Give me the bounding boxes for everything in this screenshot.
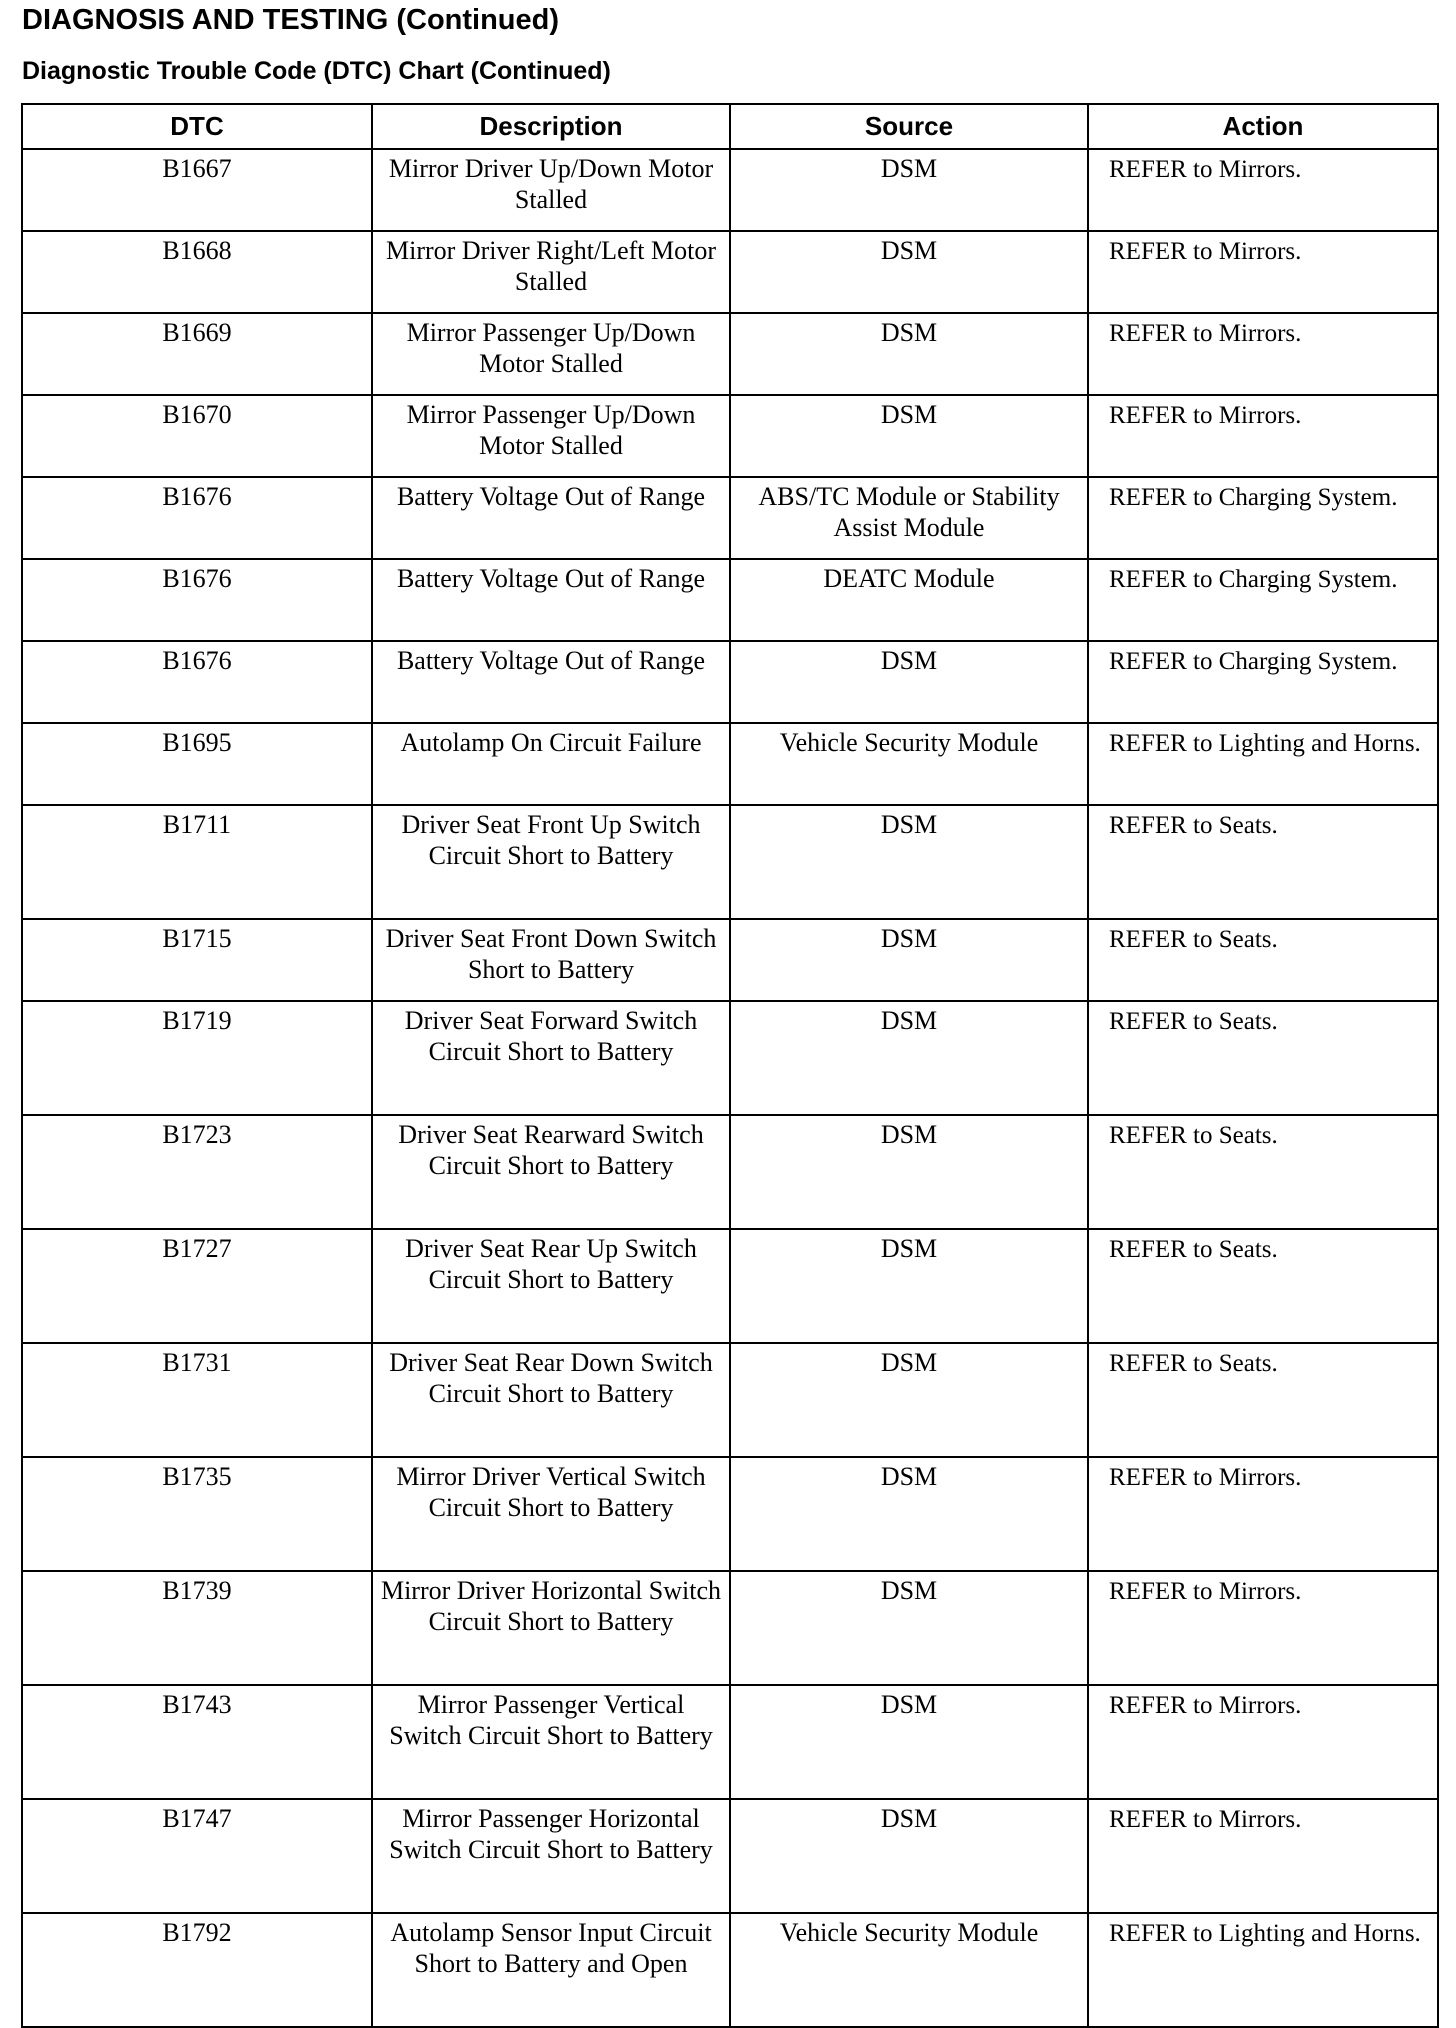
- dtc-source: DSM: [730, 1685, 1088, 1799]
- dtc-source: ABS/TC Module or Stability Assist Module: [730, 477, 1088, 559]
- chart-title: Diagnostic Trouble Code (DTC) Chart (Continued): [22, 57, 611, 85]
- dtc-action: REFER to Charging System.: [1088, 477, 1438, 559]
- dtc-action: REFER to Seats.: [1088, 919, 1438, 1001]
- dtc-action: REFER to Mirrors.: [1088, 149, 1438, 231]
- dtc-source: DSM: [730, 641, 1088, 723]
- dtc-source: DSM: [730, 149, 1088, 231]
- dtc-action: REFER to Mirrors.: [1088, 395, 1438, 477]
- dtc-code: B1731: [22, 1343, 372, 1457]
- dtc-source: DSM: [730, 1343, 1088, 1457]
- dtc-code: B1670: [22, 395, 372, 477]
- dtc-source: DSM: [730, 919, 1088, 1001]
- dtc-description: Mirror Passenger Vertical Switch Circuit Short to Battery: [372, 1685, 730, 1799]
- dtc-action: REFER to Mirrors.: [1088, 1685, 1438, 1799]
- dtc-source: DSM: [730, 805, 1088, 919]
- table-row: [22, 1913, 1438, 2027]
- dtc-action: REFER to Charging System.: [1088, 559, 1438, 641]
- column-header-dtc: DTC: [22, 104, 372, 149]
- dtc-source: DSM: [730, 1457, 1088, 1571]
- dtc-description: Mirror Driver Vertical Switch Circuit Short to Battery: [372, 1457, 730, 1571]
- table-row: [22, 1571, 1438, 1685]
- table-row: [22, 559, 1438, 641]
- dtc-description: Driver Seat Front Down Switch Short to Battery: [372, 919, 730, 1001]
- dtc-source: Vehicle Security Module: [730, 723, 1088, 805]
- dtc-source: DSM: [730, 1115, 1088, 1229]
- dtc-code: B1711: [22, 805, 372, 919]
- dtc-description: Driver Seat Front Up Switch Circuit Short to Battery: [372, 805, 730, 919]
- column-header-description: Description: [372, 104, 730, 149]
- dtc-code: B1669: [22, 313, 372, 395]
- dtc-code: B1676: [22, 559, 372, 641]
- dtc-code: B1719: [22, 1001, 372, 1115]
- dtc-action: REFER to Lighting and Horns.: [1088, 723, 1438, 805]
- dtc-code: B1715: [22, 919, 372, 1001]
- dtc-code: B1723: [22, 1115, 372, 1229]
- dtc-action: REFER to Mirrors.: [1088, 1457, 1438, 1571]
- dtc-description: Mirror Driver Horizontal Switch Circuit Short to Battery: [372, 1571, 730, 1685]
- dtc-description: Driver Seat Rearward Switch Circuit Short to Battery: [372, 1115, 730, 1229]
- table-row: [22, 805, 1438, 919]
- column-header-action: Action: [1088, 104, 1438, 149]
- dtc-description: Driver Seat Rear Up Switch Circuit Short to Battery: [372, 1229, 730, 1343]
- dtc-chart-table: [21, 103, 1439, 2028]
- dtc-code: B1676: [22, 641, 372, 723]
- dtc-description: Battery Voltage Out of Range: [372, 559, 730, 641]
- table-row: [22, 149, 1438, 231]
- dtc-description: Autolamp Sensor Input Circuit Short to Battery and Open: [372, 1913, 730, 2027]
- dtc-action: REFER to Seats.: [1088, 805, 1438, 919]
- dtc-source: DSM: [730, 1571, 1088, 1685]
- dtc-action: REFER to Mirrors.: [1088, 313, 1438, 395]
- table-row: [22, 1343, 1438, 1457]
- table-row: [22, 919, 1438, 1001]
- dtc-source: DEATC Module: [730, 559, 1088, 641]
- dtc-source: DSM: [730, 1799, 1088, 1913]
- table-header-row: [22, 104, 1438, 149]
- dtc-action: REFER to Mirrors.: [1088, 231, 1438, 313]
- dtc-action: REFER to Mirrors.: [1088, 1799, 1438, 1913]
- table-row: [22, 723, 1438, 805]
- dtc-description: Mirror Passenger Up/Down Motor Stalled: [372, 395, 730, 477]
- table-row: [22, 1229, 1438, 1343]
- dtc-code: B1727: [22, 1229, 372, 1343]
- dtc-description: Driver Seat Forward Switch Circuit Short to Battery: [372, 1001, 730, 1115]
- section-title: DIAGNOSIS AND TESTING (Continued): [22, 4, 560, 36]
- dtc-description: Mirror Passenger Up/Down Motor Stalled: [372, 313, 730, 395]
- dtc-description: Mirror Driver Up/Down Motor Stalled: [372, 149, 730, 231]
- dtc-code: B1739: [22, 1571, 372, 1685]
- table-row: [22, 1685, 1438, 1799]
- table-row: [22, 1001, 1438, 1115]
- table-row: [22, 313, 1438, 395]
- dtc-code: B1747: [22, 1799, 372, 1913]
- table-row: [22, 395, 1438, 477]
- table-row: [22, 477, 1438, 559]
- dtc-code: B1743: [22, 1685, 372, 1799]
- dtc-source: DSM: [730, 1001, 1088, 1115]
- dtc-action: REFER to Seats.: [1088, 1115, 1438, 1229]
- dtc-action: REFER to Charging System.: [1088, 641, 1438, 723]
- column-header-source: Source: [730, 104, 1088, 149]
- dtc-source: DSM: [730, 313, 1088, 395]
- dtc-action: REFER to Seats.: [1088, 1343, 1438, 1457]
- dtc-source: Vehicle Security Module: [730, 1913, 1088, 2027]
- dtc-code: B1676: [22, 477, 372, 559]
- dtc-code: B1667: [22, 149, 372, 231]
- dtc-description: Mirror Driver Right/Left Motor Stalled: [372, 231, 730, 313]
- dtc-action: REFER to Seats.: [1088, 1229, 1438, 1343]
- table-row: [22, 231, 1438, 313]
- dtc-code: B1668: [22, 231, 372, 313]
- table-row: [22, 1115, 1438, 1229]
- dtc-code: B1695: [22, 723, 372, 805]
- dtc-description: Mirror Passenger Horizontal Switch Circuit Short to Battery: [372, 1799, 730, 1913]
- dtc-action: REFER to Seats.: [1088, 1001, 1438, 1115]
- dtc-action: REFER to Lighting and Horns.: [1088, 1913, 1438, 2027]
- table-row: [22, 641, 1438, 723]
- dtc-source: DSM: [730, 1229, 1088, 1343]
- table-row: [22, 1457, 1438, 1571]
- dtc-description: Battery Voltage Out of Range: [372, 641, 730, 723]
- dtc-code: B1735: [22, 1457, 372, 1571]
- dtc-description: Battery Voltage Out of Range: [372, 477, 730, 559]
- dtc-source: DSM: [730, 395, 1088, 477]
- dtc-code: B1792: [22, 1913, 372, 2027]
- dtc-source: DSM: [730, 231, 1088, 313]
- dtc-description: Driver Seat Rear Down Switch Circuit Short to Battery: [372, 1343, 730, 1457]
- dtc-description: Autolamp On Circuit Failure: [372, 723, 730, 805]
- dtc-action: REFER to Mirrors.: [1088, 1571, 1438, 1685]
